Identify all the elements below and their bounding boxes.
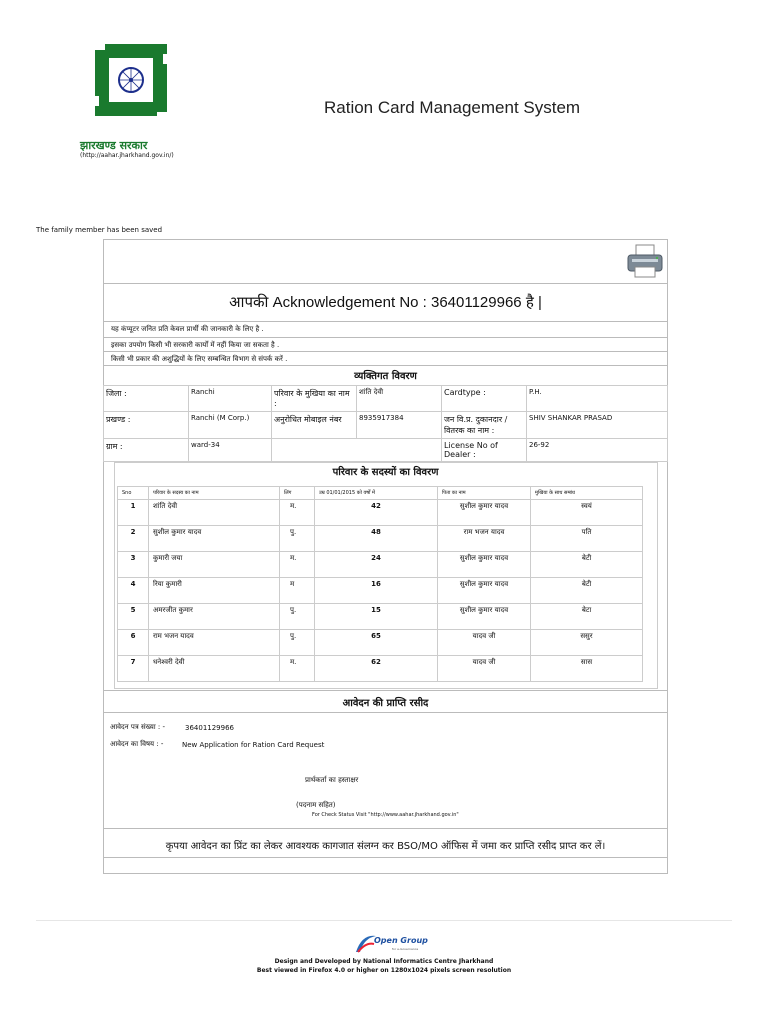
personal-details-title: व्यक्तिगत विवरण	[354, 371, 417, 382]
divider	[103, 337, 668, 338]
designation-note: (पदनाम सहित)	[296, 801, 336, 809]
member-gender: म.	[280, 500, 315, 526]
member-sno: 1	[118, 500, 149, 526]
member-name: शांति देवी	[149, 500, 280, 526]
member-relation: सास	[531, 656, 643, 682]
member-relation: बेटी	[531, 578, 643, 604]
application-subject-label: आवेदन का विषय : -	[110, 740, 164, 748]
member-father-name: सुशील कुमार यादव	[438, 578, 531, 604]
instruction-text: कृपया आवेदन का प्रिंट का लेकर आवश्यक कागजात संलग्न कर BSO/MO ऑफिस में जमा कर प्राप्ति रसीद प्राप्त कर लें।	[165, 841, 606, 852]
application-subject-value: New Application for Ration Card Request	[182, 741, 325, 749]
table-row	[118, 656, 643, 682]
member-age: 48	[315, 526, 438, 552]
page-title: Ration Card Management System	[324, 98, 581, 117]
table-row	[118, 604, 643, 630]
member-name: सुशील कुमार यादव	[149, 526, 280, 552]
cardtype-value: P.H.	[527, 386, 668, 412]
member-sno: 3	[118, 552, 149, 578]
table-row	[118, 578, 643, 604]
member-sno: 4	[118, 578, 149, 604]
table-row	[118, 526, 643, 552]
divider	[103, 365, 668, 366]
column-header: परिवार के सदस्य का नाम	[149, 487, 280, 500]
table-row	[118, 552, 643, 578]
column-header: मुखिया के साथ सम्बंध	[531, 487, 643, 500]
member-father-name: सुशील कुमार यादव	[438, 604, 531, 630]
member-name: रिया कुमारी	[149, 578, 280, 604]
member-relation: बेटी	[531, 552, 643, 578]
receipt-title: आवेदन की प्राप्ति रसीद	[342, 698, 429, 709]
status-message: The family member has been saved	[36, 226, 163, 234]
table-row	[118, 500, 643, 526]
member-sno: 2	[118, 526, 149, 552]
member-age: 62	[315, 656, 438, 682]
footer-divider	[36, 920, 732, 921]
member-relation: ससुर	[531, 630, 643, 656]
member-name: धनेश्वरी देवी	[149, 656, 280, 682]
family-title: परिवार के सदस्यों का विवरण	[332, 467, 439, 478]
applicant-signature: प्रार्थकर्ता का हस्ताक्षर	[305, 776, 359, 784]
divider	[103, 828, 668, 829]
license-value: 26-92	[527, 439, 668, 462]
member-age: 24	[315, 552, 438, 578]
license-label: License No of Dealer :	[442, 439, 527, 462]
column-header: Sno	[118, 487, 149, 500]
family-table	[117, 486, 643, 682]
member-sno: 6	[118, 630, 149, 656]
divider	[103, 321, 668, 322]
designed-by: Design and Developed by National Informatics Centre Jharkhand	[274, 958, 494, 965]
acknowledgement-number: आपकी Acknowledgement No : 36401129966 है |	[229, 294, 542, 311]
village-label: ग्राम :	[104, 439, 189, 462]
divider	[103, 283, 668, 284]
divider	[103, 712, 668, 713]
note-line: इसका उपयोग किसी भी सरकारी कार्यों में नहीं किया जा सकता है .	[111, 341, 280, 349]
member-gender: म.	[280, 552, 315, 578]
note-line: किसी भी प्रकार की अशुद्धियों के लिए सम्बन्धित विभाग से संपर्क करें .	[111, 355, 288, 363]
block-label: प्रखण्ड :	[104, 412, 189, 439]
block-value: Ranchi (M Corp.)	[189, 412, 272, 439]
divider	[103, 690, 668, 691]
personal-details-table	[103, 385, 668, 462]
member-name: कुमारी जया	[149, 552, 280, 578]
member-father-name: राम भजन यादव	[438, 526, 531, 552]
mobile-value: 8935917384	[357, 412, 442, 439]
application-number-value: 36401129966	[185, 724, 234, 732]
member-sno: 7	[118, 656, 149, 682]
open-group-logo-text: Open Group	[374, 936, 428, 945]
dealer-value: SHIV SHANKAR PRASAD	[527, 412, 668, 439]
empty-cell	[272, 439, 442, 462]
jharkhand-emblem-icon	[85, 36, 177, 126]
note-line: यह कंप्यूटर जनित प्रति केवल प्रार्थी की जानकारी के लिए है .	[111, 325, 264, 333]
member-gender: पु.	[280, 526, 315, 552]
village-value: ward-34	[189, 439, 272, 462]
divider	[103, 857, 668, 858]
member-age: 42	[315, 500, 438, 526]
logo-text: झारखण्ड सरकार	[80, 139, 148, 152]
member-age: 15	[315, 604, 438, 630]
column-header: पिता का नाम	[438, 487, 531, 500]
member-father-name: सुशील कुमार यादव	[438, 500, 531, 526]
application-number-label: आवेदन पत्र संख्या : -	[110, 723, 165, 731]
printer-icon[interactable]	[626, 243, 664, 279]
member-gender: म	[280, 578, 315, 604]
best-viewed: Best viewed in Firefox 4.0 or higher on 1280x1024 pixels screen resolution	[256, 967, 512, 974]
member-name: राम भजन यादव	[149, 630, 280, 656]
member-father-name: सुशील कुमार यादव	[438, 552, 531, 578]
cardtype-label: Cardtype :	[442, 386, 527, 412]
logo-url[interactable]: (http://aahar.jharkhand.gov.in/)	[80, 152, 174, 159]
member-gender: पु.	[280, 630, 315, 656]
member-gender: म.	[280, 656, 315, 682]
divider	[103, 351, 668, 352]
dealer-label: जन वि.प्र. दुकानदार / वितरक का नाम :	[442, 412, 527, 439]
status-check-link[interactable]: For Check Status Visit "http://www.aahar.jharkhand.gov.in"	[312, 812, 459, 818]
district-label: जिला :	[104, 386, 189, 412]
member-relation: पति	[531, 526, 643, 552]
head-value: शांति देवी	[357, 386, 442, 412]
column-header: उम्र 01/01/2015 को वर्षों में	[315, 487, 438, 500]
open-group-logo-subtext: for e-Governance	[392, 947, 419, 951]
member-sno: 5	[118, 604, 149, 630]
member-age: 65	[315, 630, 438, 656]
mobile-label: अनुरोधित मोबाइल नंबर	[272, 412, 357, 439]
head-label: परिवार के मुखिया का नाम :	[272, 386, 357, 412]
member-father-name: यादव जी	[438, 630, 531, 656]
member-relation: बेटा	[531, 604, 643, 630]
table-row	[118, 630, 643, 656]
member-gender: पु.	[280, 604, 315, 630]
district-value: Ranchi	[189, 386, 272, 412]
member-name: अमरजीत कुमार	[149, 604, 280, 630]
member-father-name: यादव जी	[438, 656, 531, 682]
member-relation: स्वयं	[531, 500, 643, 526]
column-header: लिंग	[280, 487, 315, 500]
member-age: 16	[315, 578, 438, 604]
